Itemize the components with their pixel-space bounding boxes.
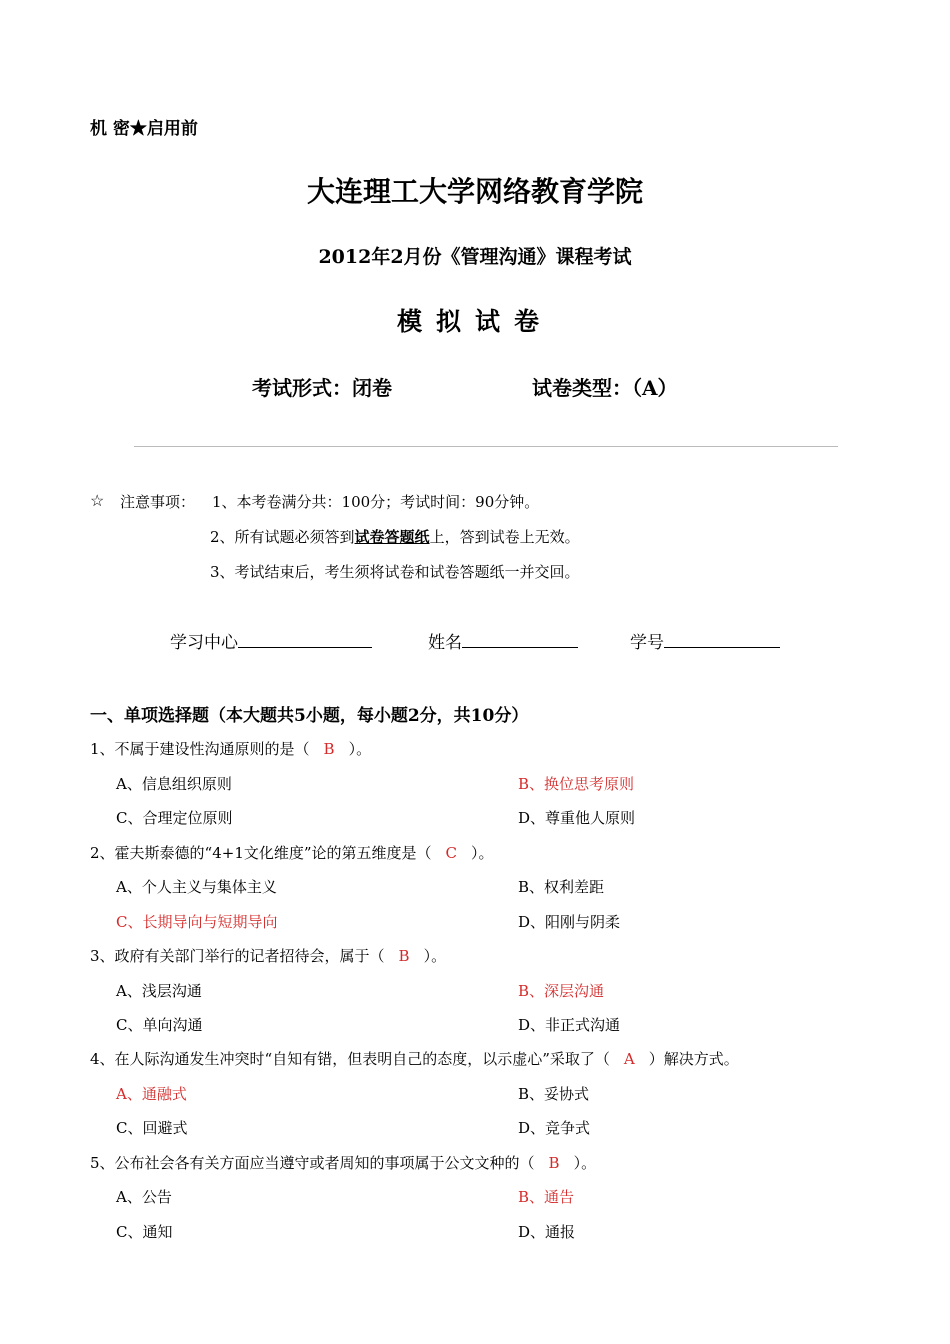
answer: A: [623, 1050, 635, 1068]
question-5: 5、公布社会各有关方面应当遵守或者周知的事项属于公文文种的（ B ）。: [90, 1154, 597, 1172]
learning-center-label: 学习中心: [170, 633, 238, 653]
name-label: 姓名: [428, 633, 462, 653]
exam-form: 考试形式：闭卷: [252, 376, 392, 400]
student-id-label: 学号: [630, 633, 664, 653]
section-title: 一、单项选择题（本大题共5小题，每小题2分，共10分）: [90, 706, 529, 726]
course-title: 2012年2月份《管理沟通》课程考试: [318, 246, 632, 268]
confidential-label: 机 密★启用前: [90, 119, 198, 139]
option-b: B、妥协式: [518, 1085, 590, 1103]
notice-item-2-underlined: 试卷答题纸: [354, 528, 430, 546]
question-1: 1、不属于建设性沟通原则的是（ B ）。: [90, 740, 372, 758]
name-blank[interactable]: [462, 630, 578, 648]
option-c: C、回避式: [116, 1119, 188, 1137]
student-id-field[interactable]: [630, 628, 780, 653]
school-title: 大连理工大学网络教育学院: [306, 175, 643, 208]
notice-item-2-pre: 2、所有试题必须答到: [210, 528, 355, 546]
name-field[interactable]: [428, 628, 578, 653]
option-a: A、信息组织原则: [116, 775, 232, 793]
answer: B: [548, 1154, 560, 1172]
learning-center-field[interactable]: [170, 628, 372, 653]
learning-center-blank[interactable]: [238, 630, 372, 648]
option-a: A、个人主义与集体主义: [116, 878, 277, 896]
option-a: A、公告: [116, 1188, 172, 1206]
question-2: 2、霍夫斯泰德的“4+1文化维度”论的第五维度是（ C ）。: [90, 844, 494, 862]
notice-heading: 注意事项：: [120, 493, 196, 511]
answer: B: [398, 947, 410, 965]
question-4: 4、在人际沟通发生冲突时“自知有错，但表明自己的态度，以示虚心”采取了（ A ）解决方式。: [90, 1050, 739, 1068]
question-3: 3、政府有关部门举行的记者招待会，属于（ B ）。: [90, 947, 447, 965]
option-b: B、权利差距: [518, 878, 605, 896]
option-d: D、通报: [518, 1223, 576, 1241]
star-icon: ☆: [90, 491, 105, 510]
option-b: B、通告: [518, 1188, 575, 1206]
option-d: D、尊重他人原则: [518, 809, 636, 827]
student-id-blank[interactable]: [664, 630, 780, 648]
option-c: C、长期导向与短期导向: [116, 913, 278, 931]
option-c: C、通知: [116, 1223, 173, 1241]
option-b: B、深层沟通: [518, 982, 605, 1000]
divider: [134, 446, 838, 447]
option-b: B、换位思考原则: [518, 775, 635, 793]
option-d: D、竞争式: [518, 1119, 591, 1137]
notice-item-1: 1、本考卷满分共：100分；考试时间：90分钟。: [212, 493, 540, 511]
option-d: D、非正式沟通: [518, 1016, 621, 1034]
notice-item-3: 3、考试结束后，考生须将试卷和试卷答题纸一并交回。: [210, 563, 580, 581]
option-a: A、浅层沟通: [116, 982, 202, 1000]
notice-item-2-post: 上，答到试卷上无效。: [429, 528, 580, 546]
paper-kind-title: 模拟试卷: [396, 307, 553, 336]
option-c: C、单向沟通: [116, 1016, 203, 1034]
option-d: D、阳刚与阴柔: [518, 913, 621, 931]
option-a: A、通融式: [116, 1085, 187, 1103]
option-c: C、合理定位原则: [116, 809, 233, 827]
answer: B: [323, 740, 335, 758]
notice-item-2: [210, 526, 580, 547]
answer: C: [445, 844, 458, 862]
paper-type: 试卷类型：（A）: [532, 376, 678, 400]
